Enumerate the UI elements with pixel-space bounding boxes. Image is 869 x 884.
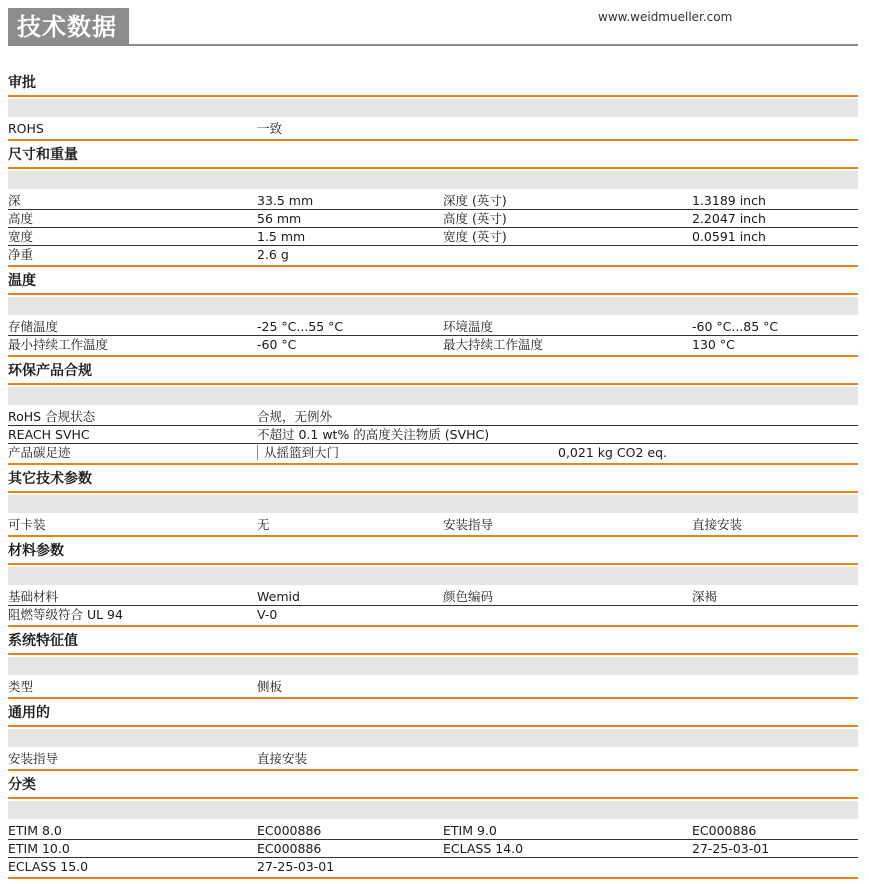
spec-value: 33.5 mm bbox=[257, 193, 314, 208]
spec-label: 宽度 (英寸) bbox=[443, 229, 507, 244]
section-end-rule bbox=[8, 769, 858, 771]
spec-label: 深 bbox=[8, 193, 21, 208]
spec-value: 27-25-03-01 bbox=[257, 859, 335, 874]
spec-label: ECLASS 15.0 bbox=[8, 859, 89, 874]
spec-value: 2.2047 inch bbox=[692, 211, 766, 226]
title-divider bbox=[8, 44, 858, 46]
spec-value: 合规，无例外 bbox=[257, 409, 333, 424]
spec-row bbox=[8, 318, 858, 336]
spec-row bbox=[8, 606, 858, 624]
spec-label: 颜色编码 bbox=[443, 589, 494, 604]
section-end-rule bbox=[8, 355, 858, 357]
section-band bbox=[8, 495, 858, 513]
section-end-rule bbox=[8, 625, 858, 627]
section-title: 环保产品合规 bbox=[8, 362, 858, 385]
section-end-rule bbox=[8, 697, 858, 699]
section-band bbox=[8, 99, 858, 117]
spec-value: 无 bbox=[257, 517, 270, 532]
spec-value: 0.0591 inch bbox=[692, 229, 766, 244]
spec-label: 深度 (英寸) bbox=[443, 193, 507, 208]
spec-value: -25 °C...55 °C bbox=[257, 319, 344, 334]
spec-value: 56 mm bbox=[257, 211, 302, 226]
spec-row bbox=[8, 750, 858, 768]
section-band bbox=[8, 171, 858, 189]
spec-value: 从摇篮到大门 bbox=[264, 445, 340, 460]
spec-label: 净重 bbox=[8, 247, 34, 262]
section-end-rule bbox=[8, 139, 858, 141]
spec-label: ETIM 9.0 bbox=[443, 823, 497, 838]
spec-value: Wemid bbox=[257, 589, 300, 604]
spec-row bbox=[8, 678, 858, 696]
spec-label: 阻燃等级符合 UL 94 bbox=[8, 607, 123, 622]
section-title: 系统特征值 bbox=[8, 632, 858, 655]
spec-row bbox=[8, 840, 858, 858]
spec-section bbox=[8, 74, 858, 141]
column-divider bbox=[257, 445, 258, 460]
section-band bbox=[8, 657, 858, 675]
spec-label: 最小持续工作温度 bbox=[8, 337, 109, 352]
website-url[interactable]: www.weidmueller.com bbox=[598, 10, 733, 24]
spec-value: 一致 bbox=[257, 121, 283, 136]
spec-row bbox=[8, 426, 858, 444]
section-title: 审批 bbox=[8, 74, 858, 97]
spec-value: EC000886 bbox=[257, 841, 322, 856]
spec-row bbox=[8, 210, 858, 228]
spec-sections bbox=[8, 74, 858, 884]
spec-section bbox=[8, 776, 858, 879]
spec-section bbox=[8, 146, 858, 267]
spec-section bbox=[8, 632, 858, 699]
spec-label: ECLASS 14.0 bbox=[443, 841, 524, 856]
spec-row bbox=[8, 444, 858, 462]
spec-row bbox=[8, 246, 858, 264]
spec-value: 1.5 mm bbox=[257, 229, 306, 244]
spec-label: 基础材料 bbox=[8, 589, 59, 604]
spec-value: EC000886 bbox=[257, 823, 322, 838]
spec-section bbox=[8, 470, 858, 537]
spec-value: 直接安装 bbox=[692, 517, 743, 532]
spec-value: 深褐 bbox=[692, 589, 718, 604]
spec-row bbox=[8, 516, 858, 534]
spec-value: 130 °C bbox=[692, 337, 735, 352]
spec-row bbox=[8, 228, 858, 246]
section-title: 温度 bbox=[8, 272, 858, 295]
spec-row bbox=[8, 336, 858, 354]
section-band bbox=[8, 729, 858, 747]
section-title: 分类 bbox=[8, 776, 858, 799]
section-end-rule bbox=[8, 877, 858, 879]
spec-label: REACH SVHC bbox=[8, 427, 90, 442]
spec-label: 最大持续工作温度 bbox=[443, 337, 544, 352]
spec-value: V-0 bbox=[257, 607, 278, 622]
spec-row bbox=[8, 858, 858, 876]
spec-label: 产品碳足迹 bbox=[8, 445, 71, 460]
spec-label: 类型 bbox=[8, 679, 34, 694]
spec-section bbox=[8, 272, 858, 357]
spec-row bbox=[8, 822, 858, 840]
section-band bbox=[8, 387, 858, 405]
section-band bbox=[8, 801, 858, 819]
spec-value: EC000886 bbox=[692, 823, 757, 838]
spec-label: 高度 (英寸) bbox=[443, 211, 507, 226]
spec-label: ETIM 10.0 bbox=[8, 841, 70, 856]
spec-label: RoHS 合规状态 bbox=[8, 409, 96, 424]
section-title: 尺寸和重量 bbox=[8, 146, 858, 169]
spec-value: 1.3189 inch bbox=[692, 193, 766, 208]
section-title: 材料参数 bbox=[8, 542, 858, 565]
spec-value: 27-25-03-01 bbox=[692, 841, 770, 856]
spec-value: 直接安装 bbox=[257, 751, 308, 766]
spec-row bbox=[8, 408, 858, 426]
spec-label: ROHS bbox=[8, 121, 44, 136]
spec-value: 侧板 bbox=[257, 679, 283, 694]
spec-label: 安装指导 bbox=[8, 751, 59, 766]
spec-row bbox=[8, 588, 858, 606]
spec-label: 可卡装 bbox=[8, 517, 46, 532]
spec-row bbox=[8, 120, 858, 138]
section-end-rule bbox=[8, 535, 858, 537]
spec-label: ETIM 8.0 bbox=[8, 823, 62, 838]
spec-value: 2.6 g bbox=[257, 247, 289, 262]
section-title: 其它技术参数 bbox=[8, 470, 858, 493]
spec-value: 0,021 kg CO2 eq. bbox=[558, 445, 667, 460]
spec-value: -60 °C...85 °C bbox=[692, 319, 779, 334]
page-title: 技术数据 bbox=[8, 8, 129, 46]
spec-section bbox=[8, 362, 858, 465]
spec-value: -60 °C bbox=[257, 337, 297, 352]
spec-section bbox=[8, 542, 858, 627]
spec-value: 不超过 0.1 wt% 的高度关注物质 (SVHC) bbox=[257, 427, 490, 442]
section-title: 通用的 bbox=[8, 704, 858, 727]
spec-label: 存储温度 bbox=[8, 319, 59, 334]
section-end-rule bbox=[8, 265, 858, 267]
spec-label: 高度 bbox=[8, 211, 34, 226]
spec-label: 安装指导 bbox=[443, 517, 494, 532]
section-end-rule bbox=[8, 463, 858, 465]
section-band bbox=[8, 567, 858, 585]
spec-section bbox=[8, 704, 858, 771]
spec-row bbox=[8, 192, 858, 210]
section-band bbox=[8, 297, 858, 315]
spec-label: 宽度 bbox=[8, 229, 34, 244]
spec-label: 环境温度 bbox=[443, 319, 494, 334]
